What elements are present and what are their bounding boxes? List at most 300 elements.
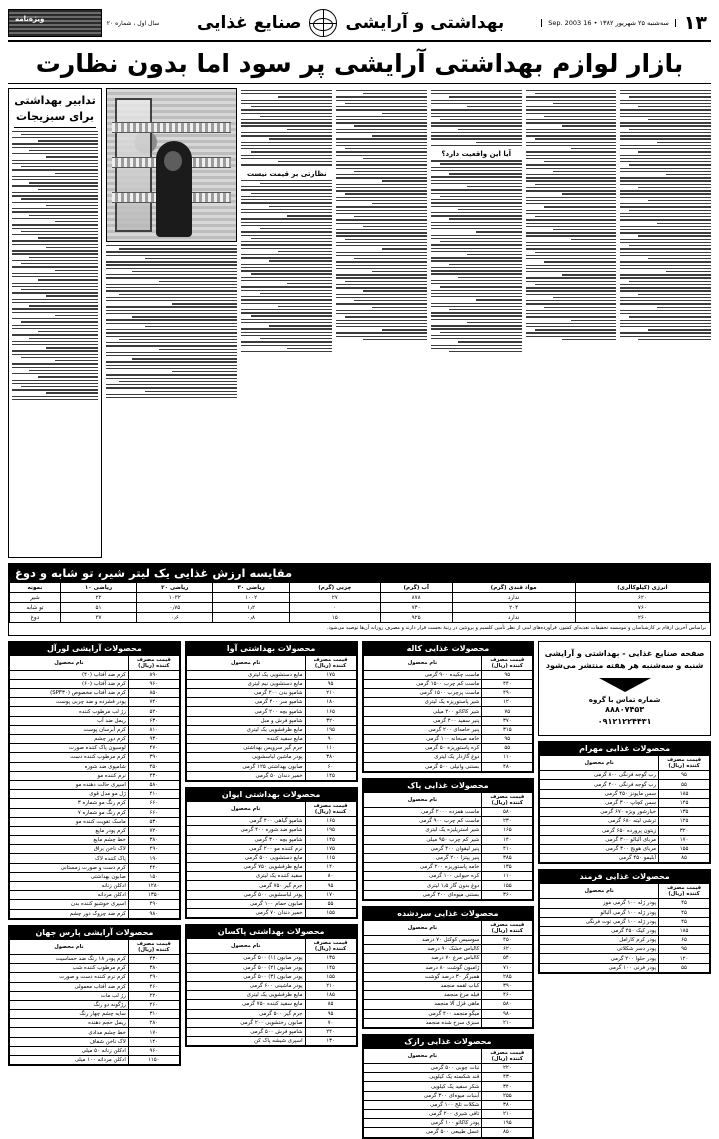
price-cell: ۱۳۵۰: [128, 891, 179, 900]
price-cell: ۱۲۰: [659, 954, 710, 963]
product-cell: ادکلن زنانه ۵۰ میلی: [10, 1046, 129, 1055]
price-cell: ۵۲۰: [128, 707, 179, 716]
price-cell: ۲۲۰: [482, 1064, 533, 1073]
price-cell: ۹۵: [305, 1009, 356, 1018]
product-cell: خیارشور ویژه ۶۷۰ گرمی: [540, 808, 659, 817]
price-cell: ۵۸۰: [482, 807, 533, 816]
article-subhead: نظارتی بر قیمت نیست: [246, 169, 327, 178]
price-cell: ۱۶۵: [305, 707, 356, 716]
price-grid: [9, 655, 180, 919]
table-row: [10, 725, 180, 734]
price-table-ghazaei-farmand: [538, 869, 711, 974]
article-text-block: [431, 90, 522, 146]
product-cell: ماهی قزل آلا منجمد: [363, 1000, 482, 1009]
product-cell: پنیر پیتزا ۲۰۰ گرمی: [363, 853, 482, 862]
table-row: [186, 725, 356, 734]
table-row: [10, 1046, 180, 1055]
price-cell: ۱۵۵: [482, 881, 533, 890]
product-cell: مایع سفید کننده ۷۵۰ گرمی: [186, 1000, 305, 1009]
table-row: [363, 981, 533, 990]
row-label: شیر: [10, 593, 61, 603]
table-row: [540, 771, 710, 780]
logo-text: ویژه‌نامه: [15, 15, 45, 23]
price-cell: ۱۸۰: [305, 698, 356, 707]
article-column-5: [241, 88, 332, 558]
price-cell: ۸۵: [659, 853, 710, 862]
table-row: [363, 807, 533, 816]
article-text-block: [336, 90, 427, 340]
price-cell: ۳۸۰: [128, 964, 179, 973]
table-row: [10, 707, 180, 716]
product-cell: کالباس مرغ ۷۰ درصد: [363, 954, 482, 963]
article-column-photo: [106, 88, 238, 558]
price-cell: ۹۸۰: [482, 1009, 533, 1018]
table-row: [186, 881, 356, 890]
product-cell: کرم رنگ مو شماره ۷: [10, 808, 129, 817]
col-product: نام محصول: [10, 939, 129, 954]
globe-icon: [309, 9, 337, 37]
price-cell: ۳۹۰: [128, 753, 179, 762]
price-cell: ۴۵: [659, 899, 710, 908]
price-cell: ۲۸۰: [128, 1019, 179, 1028]
product-cell: اسپری حالت دهنده مو: [10, 780, 129, 789]
table-row: [10, 780, 180, 789]
product-cell: میگو منجمد ۴۰۰ گرمی: [363, 1009, 482, 1018]
table-row: [540, 826, 710, 835]
product-cell: شامپو فرش و مبل: [186, 716, 305, 725]
price-cell: ۵۳۰: [128, 817, 179, 826]
table-row: [363, 689, 533, 698]
col-product: نام محصول: [186, 939, 305, 954]
price-cell: ۲۹۰: [128, 845, 179, 854]
table-row: [186, 735, 356, 744]
table-row: [186, 1009, 356, 1018]
table-row: [363, 945, 533, 954]
price-cell: ۴۷۰: [128, 744, 179, 753]
table-row: [10, 863, 180, 872]
price-cell: ۱۳۵: [482, 863, 533, 872]
table-row: [10, 603, 710, 613]
price-cell: ۴۳۰: [128, 954, 179, 963]
cell: ۱۵: [289, 613, 380, 623]
price-table-behdashti-paksan: [185, 924, 358, 1047]
price-cell: ۱۵۵: [305, 972, 356, 981]
product-cell: کرم مرطوب کننده دست: [10, 753, 129, 762]
col-price: قیمت مصرف کننده (ریال): [482, 1048, 533, 1063]
product-cell: ژامبون گوشت ۸۰ درصد: [363, 963, 482, 972]
price-cell: ۷۴۰: [128, 698, 179, 707]
table-title: محصولات غذایی فرمند: [539, 870, 710, 883]
table-row: [186, 899, 356, 908]
price-cell: ۸۱۰: [128, 725, 179, 734]
table-title: محصولات بهداشتی پاکسان: [186, 925, 357, 938]
cell: ۰٫۷۵: [137, 603, 213, 613]
table-row: [363, 1100, 533, 1109]
price-cell: ۳۸۰: [128, 836, 179, 845]
price-cell: ۲۵۵: [482, 1091, 533, 1100]
product-cell: خامه صبحانه ۱۰۰ گرمی: [363, 735, 482, 744]
table-row: [363, 744, 533, 753]
price-cell: ۳۱۰: [128, 1010, 179, 1019]
table-row: [186, 698, 356, 707]
table-row: [186, 753, 356, 762]
table-header-row: [186, 655, 356, 670]
sidebar-title-2: برای سبزیجات: [15, 109, 94, 123]
table-row: [10, 753, 180, 762]
price-cell: ۱۷۵: [305, 844, 356, 853]
product-cell: صابون رختشویی ۲۰۰ گرمی: [186, 1018, 305, 1027]
price-cell: ۴۵: [659, 908, 710, 917]
table-row: [363, 1128, 533, 1137]
table-row: [363, 817, 533, 826]
product-cell: کرم نرم کننده دست و صورت: [10, 973, 129, 982]
product-cell: اسپری خوشبو کننده بدن: [10, 900, 129, 909]
table-row: [10, 900, 180, 909]
row-label: دوغ: [10, 613, 61, 623]
col-product: نام محصول: [363, 920, 482, 935]
cell: ۱۰۳۲: [137, 593, 213, 603]
price-table-ghazaei-pak: [362, 778, 535, 901]
table-row: [540, 908, 710, 917]
table-row: [186, 744, 356, 753]
product-cell: ماسک تقویت کننده مو: [10, 817, 129, 826]
price-grid: [363, 920, 534, 1028]
table-row: [363, 872, 533, 881]
product-cell: رب گوجه فرنگی ۴۰۰ گرمی: [540, 780, 659, 789]
table-row: [186, 689, 356, 698]
table-row: [363, 1073, 533, 1082]
product-cell: جرم گیر ۷۵۰ گرمی: [186, 881, 305, 890]
product-cell: عسل طبیعی ۵۰۰ گرمی: [363, 1128, 482, 1137]
comparison-title: مقایسه ارزش غذایی یک لیتر شیر، تو شابه و دوغ: [9, 564, 710, 582]
table-row: [186, 963, 356, 972]
comparison-note: براساس آخرین ارقام بر کارشناسان و موسسه تحقیقات تغذیه‌ای کشور، فرآورده‌های لبنی از نظر تأمین کلسیم و پروتئین در رتبهٔ نخست قرار دارند و مصرف روزانه آن‌ها توصیه می‌شود.: [326, 625, 706, 631]
price-cell: ۱۶۵: [305, 817, 356, 826]
article-column-1: [620, 88, 711, 558]
comparison-col: چربی (گرم): [289, 583, 380, 593]
price-cell: ۹۳۰: [128, 735, 179, 744]
table-row: [363, 716, 533, 725]
table-header-row: [363, 792, 533, 807]
product-cell: سس کچاپ ۳۰۰ گرمی: [540, 798, 659, 807]
price-column-2: [185, 641, 358, 1139]
col-price: قیمت مصرف کننده (ریال): [659, 884, 710, 899]
product-cell: ریمل ضد آب: [10, 716, 129, 725]
sidebar-tips: [8, 88, 102, 558]
price-cell: ۳۷۰: [482, 716, 533, 725]
table-title: محصولات غذایی پاک: [363, 779, 534, 792]
price-cell: ۴۵: [659, 917, 710, 926]
table-row: [540, 789, 710, 798]
cell: ۸۷۸: [380, 593, 452, 603]
product-cell: تافی شیری ۲۰۰ گرمی: [363, 1110, 482, 1119]
table-row: [186, 707, 356, 716]
table-row: [10, 826, 180, 835]
price-cell: ۹۵: [659, 945, 710, 954]
cell: ۹۲۵: [380, 613, 452, 623]
product-cell: مایع دستشویی نیم لیتری: [186, 679, 305, 688]
product-cell: اسپری شیشه پاک کن: [186, 1037, 305, 1046]
table-row: [363, 881, 533, 890]
price-cell: ۲۱۰: [482, 1018, 533, 1027]
price-cell: ۵۵: [659, 780, 710, 789]
product-cell: کرم ضد آفتاب مخصوص (SPF۳۰): [10, 689, 129, 698]
price-cell: ۳۹۰: [482, 981, 533, 990]
cell: ندارد: [452, 613, 575, 623]
price-cell: ۵۵: [305, 899, 356, 908]
table-row: [186, 1037, 356, 1046]
price-table-ghazaei-razak: [362, 1034, 535, 1139]
table-row: [363, 1018, 533, 1027]
product-cell: بستنی وانیلی ۵۰۰ گرمی: [363, 762, 482, 771]
masthead-logo: [8, 9, 102, 37]
product-cell: مایع ظرفشویی یک لیتری: [186, 725, 305, 734]
price-column-3: [362, 641, 535, 1139]
price-cell: ۹۰: [305, 735, 356, 744]
ad-line-1: صفحه صنایع غذایی - بهداشتی و آرایشی: [544, 648, 705, 658]
table-row: [540, 780, 710, 789]
table-header-row: [10, 939, 180, 954]
section-title-right: صنایع غذایی: [196, 13, 302, 33]
table-row: [186, 771, 356, 780]
table-row: [186, 972, 356, 981]
price-cell: ۱۳۰: [305, 1037, 356, 1046]
row-label: تو شابه: [10, 603, 61, 613]
table-row: [186, 981, 356, 990]
price-cell: ۴۱۰: [128, 790, 179, 799]
table-row: [540, 835, 710, 844]
sidebar-text-block: [12, 131, 98, 401]
price-table-behdashti-iran: [185, 787, 358, 919]
table-header-row: [363, 655, 533, 670]
product-cell: شامپو بچه ۲۰۰ گرمی: [186, 707, 305, 716]
table-row: [10, 670, 180, 679]
price-cell: ۱۲۰: [482, 698, 533, 707]
table-row: [540, 954, 710, 963]
product-cell: جرم گیر سرویس بهداشتی: [186, 744, 305, 753]
price-cell: ۸۹۰: [128, 670, 179, 679]
price-cell: ۶۶۰: [128, 808, 179, 817]
product-cell: مایع ظرفشویی یک لیتری: [186, 991, 305, 1000]
price-cell: ۱۴۰: [482, 835, 533, 844]
product-cell: ادکلن مردانه ۱۰۰ میلی: [10, 1056, 129, 1065]
price-cell: ۴۳۰: [482, 1073, 533, 1082]
table-row: [186, 909, 356, 918]
price-grid: [539, 883, 710, 973]
price-cell: ۷۵: [482, 707, 533, 716]
price-cell: ۳۶۰: [482, 890, 533, 899]
price-cell: ۳۴۰: [482, 1082, 533, 1091]
price-cell: ۲۸۵: [482, 972, 533, 981]
table-row: [363, 936, 533, 945]
product-cell: ادکلن مردانه: [10, 891, 129, 900]
table-row: [363, 972, 533, 981]
table-row: [363, 1110, 533, 1119]
comparison-col: نمونه: [10, 583, 61, 593]
table-row: [10, 698, 180, 707]
product-cell: کرم ضد آفتاب (۶۰): [10, 679, 129, 688]
price-cell: ۱۱۰: [482, 753, 533, 762]
price-cell: ۱۸۵: [659, 926, 710, 935]
table-row: [10, 735, 180, 744]
product-cell: شیر پاستوریزه یک لیتری: [363, 698, 482, 707]
product-cell: پودر ژله ۱۰۰ گرمی توت فرنگی: [540, 917, 659, 926]
product-cell: سایه چشم چهار رنگ: [10, 1010, 129, 1019]
product-cell: آبلیمو ۴۵۰ گرمی: [540, 853, 659, 862]
table-row: [186, 670, 356, 679]
product-cell: سس مایونز ۴۵۰ گرمی: [540, 789, 659, 798]
product-cell: پودر فشرده و ضد چربی پوست: [10, 698, 129, 707]
price-cell: ۶۰: [305, 762, 356, 771]
product-cell: خط چشم مایع: [10, 836, 129, 845]
price-cell: ۴۳۰: [128, 771, 179, 780]
table-row: [363, 863, 533, 872]
table-row: [10, 790, 180, 799]
table-header-row: [540, 756, 710, 771]
table-row: [540, 917, 710, 926]
product-cell: شامپو فرش ۵۰۰ گرمی: [186, 1027, 305, 1036]
price-cell: ۶۶۰: [128, 799, 179, 808]
issue-line: سال اول ، شماره ۲۰: [106, 19, 160, 27]
cell: ۱۰۰۲: [213, 593, 289, 603]
price-cell: ۲۱۰: [305, 689, 356, 698]
table-row: [186, 991, 356, 1000]
price-cell: ۴۴۰: [128, 863, 179, 872]
col-price: قیمت مصرف کننده (ریال): [482, 792, 533, 807]
price-cell: ۴۹۰: [482, 689, 533, 698]
col-product: نام محصول: [363, 792, 482, 807]
col-product: نام محصول: [186, 801, 305, 816]
product-cell: پودر صابون (۲) ۵۰۰ گرمی: [186, 963, 305, 972]
product-cell: لاک ناخن براق: [10, 845, 129, 854]
price-cell: ۲۱۰: [482, 1110, 533, 1119]
table-row: [186, 872, 356, 881]
table-row: [363, 762, 533, 771]
product-cell: پودر کاکائو ۱۰۰ گرمی: [363, 1119, 482, 1128]
price-cell: ۳۲۰: [305, 716, 356, 725]
comparison-col: آب (گرم): [380, 583, 452, 593]
article-text-block: [241, 90, 332, 166]
ad-line-2: شنبه و سه‌شنبه هر هفته منتشر می‌شود: [545, 660, 704, 670]
product-cell: آبنبات میوه‌ای ۳۰۰ گرمی: [363, 1091, 482, 1100]
headline: بازار لوازم بهداشتی آرایشی پر سود اما بدون نظارت: [8, 42, 711, 84]
price-cell: ۳۱۵: [482, 725, 533, 734]
product-cell: کره پاستوریزه ۵۰ گرمی: [363, 744, 482, 753]
product-cell: خط چشم مدادی: [10, 1028, 129, 1037]
price-table-ghazaei-sardadeh: [362, 906, 535, 1029]
table-row: [10, 762, 180, 771]
section-title-left: بهداشتی و آرایشی: [345, 13, 505, 33]
product-cell: رب گوجه فرنگی ۸۰۰ گرمی: [540, 771, 659, 780]
table-row: [186, 1027, 356, 1036]
article-column-4: [336, 88, 427, 558]
product-cell: سبزی سرخ شده منجمد: [363, 1018, 482, 1027]
product-cell: قند شکسته یک کیلویی: [363, 1073, 482, 1082]
product-cell: لوسیون پاک کننده صورت: [10, 744, 129, 753]
table-row: [10, 882, 180, 891]
article-column-3: [431, 88, 522, 558]
table-row: [363, 1009, 533, 1018]
price-cell: ۳۲۰: [659, 826, 710, 835]
cell: ۳۷: [60, 613, 136, 623]
price-cell: ۷۱۰: [482, 963, 533, 972]
table-title: محصولات آرایشی پارس جهان: [9, 926, 180, 939]
article-subhead: آیا این واقعیت دارد؟: [441, 150, 511, 159]
product-cell: شیر کم چرب ۹۵۰ میلی: [363, 835, 482, 844]
price-cell: ۹۵: [482, 735, 533, 744]
price-cell: ۲۲۰: [128, 991, 179, 1000]
product-cell: ماست چکیده ۹۰۰ گرمی: [363, 670, 482, 679]
table-row: [186, 679, 356, 688]
price-cell: ۴۵۰: [128, 762, 179, 771]
cell: ۲۰۴: [452, 603, 575, 613]
table-title: محصولات بهداشتی آوا: [186, 642, 357, 655]
product-cell: پنیر لیقوان ۴۰۰ گرمی: [363, 844, 482, 853]
table-row: [10, 1010, 180, 1019]
product-cell: رژگونه دو رنگ: [10, 1000, 129, 1009]
price-cell: ۱۳۵: [659, 808, 710, 817]
price-cell: ۲۹۰: [128, 973, 179, 982]
price-cell: ۲۴۰: [305, 1027, 356, 1036]
price-column-4: [538, 641, 711, 1139]
product-cell: پنیر خامه‌ای ۲۰۰ گرمی: [363, 725, 482, 734]
col-product: نام محصول: [10, 655, 129, 670]
price-cell: ۱۹۵: [482, 1119, 533, 1128]
table-row: [363, 670, 533, 679]
product-cell: پودر حلوا ۲۰۰ گرمی: [540, 954, 659, 963]
product-cell: کرم پودر مایع: [10, 826, 129, 835]
table-row: [363, 954, 533, 963]
product-cell: مربای هویج ۳۰۰ گرمی: [540, 844, 659, 853]
product-cell: ترشی لیته ۶۸۰ گرمی: [540, 817, 659, 826]
table-row: [10, 991, 180, 1000]
product-cell: کرم دور چشم: [10, 735, 129, 744]
price-cell: ۹۸۰: [128, 909, 179, 918]
table-header-row: [186, 939, 356, 954]
table-row: [363, 735, 533, 744]
table-row: [10, 679, 180, 688]
table-row: [363, 991, 533, 1000]
product-cell: شامپو ضد شوره ۴۰۰ گرمی: [186, 826, 305, 835]
product-cell: کالباس خشک ۹۰ درصد: [363, 945, 482, 954]
article-body: [8, 88, 711, 558]
product-cell: کرم مرطوب کننده شب: [10, 964, 129, 973]
product-cell: ماست همزده ۲۰۰۰ گرمی: [363, 807, 482, 816]
product-cell: ادکلن زنانه: [10, 882, 129, 891]
price-cell: ۸۵: [305, 1000, 356, 1009]
col-price: قیمت مصرف کننده (ریال): [305, 939, 356, 954]
table-row: [10, 909, 180, 918]
price-cell: ۱۱۵۰: [128, 1056, 179, 1065]
table-row: [10, 982, 180, 991]
table-row: [540, 945, 710, 954]
price-cell: ۱۱۰: [305, 744, 356, 753]
cell: ۷۶۰: [575, 603, 709, 613]
product-cell: جرم گیر ۵۰۰ گرمی: [186, 1009, 305, 1018]
product-cell: مایع دستشویی ۵۰۰ گرمی: [186, 853, 305, 862]
cell: ۲۷: [289, 593, 380, 603]
table-row: [540, 798, 710, 807]
col-product: نام محصول: [363, 1048, 482, 1063]
table-title: محصولات غذایی مهرام: [539, 742, 710, 755]
product-cell: پودر صابون (۳) ۵۰۰ گرمی: [186, 972, 305, 981]
cell: ۵۱: [60, 603, 136, 613]
product-cell: پودر ژله ۱۰۰ گرمی آلبالو: [540, 908, 659, 917]
table-row: [10, 716, 180, 725]
product-cell: کرم رنگ مو شماره ۳: [10, 799, 129, 808]
col-product: نام محصول: [363, 655, 482, 670]
price-cell: ۱۷۰: [659, 835, 710, 844]
